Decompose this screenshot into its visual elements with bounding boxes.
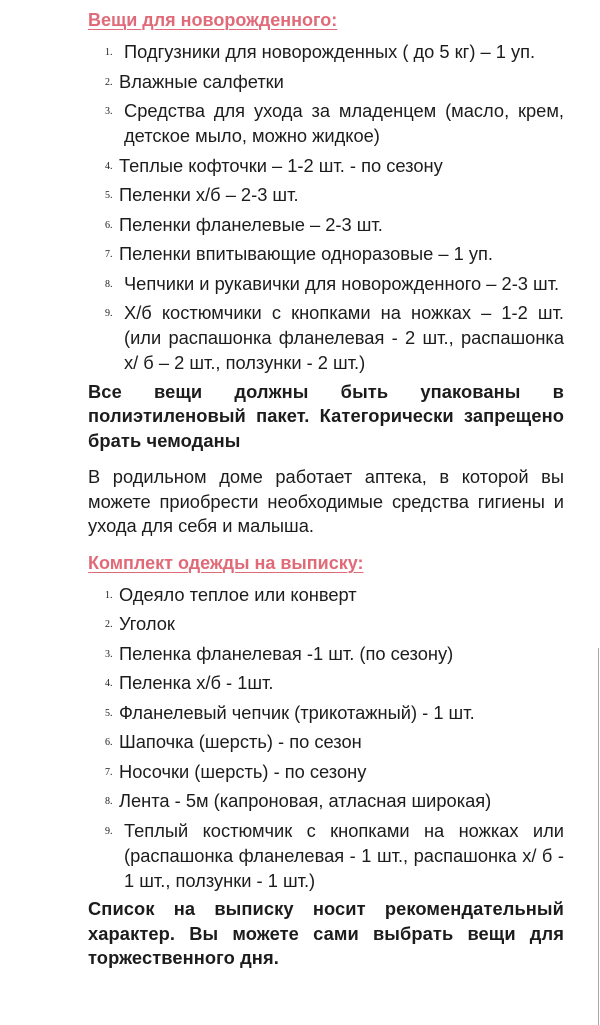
list-number: 2.	[105, 76, 113, 88]
pharmacy-note: В родильном доме работает аптека, в которой вы можете приобрести необходимые средства гигиены и ухода для себя и малыша.	[88, 466, 564, 536]
list-item-text: Пеленка х/б - 1шт.	[119, 672, 274, 693]
section-heading-discharge-outfit: Комплект одежды на выписку:	[88, 552, 364, 573]
recommendation-note: Список на выписку носит рекомендательный характер. Вы можете сами выбрать вещи для торжественного дня.	[88, 898, 564, 968]
list-item-text: Одеяло теплое или конверт	[119, 583, 357, 605]
list-number: 6.	[105, 219, 113, 231]
list-item	[88, 271, 564, 296]
list-item	[88, 582, 564, 607]
list-number: 4.	[105, 160, 113, 172]
list-item-text: Лента - 5м (капроновая, атласная широкая)	[119, 790, 492, 811]
list-item-text: Пеленки фланелевые – 2-3 шт.	[119, 213, 383, 235]
list-number: 3.	[105, 106, 113, 117]
list-number: 9.	[105, 825, 113, 837]
list-number: 1.	[105, 589, 113, 601]
list-item-text: Шапочка (шерсть) - по сезон	[119, 731, 362, 752]
list-number: 7.	[105, 766, 113, 778]
list-item-text: Теплый костюмчик с кнопками на ножках или (распашонка фланелевая - 1 шт., распашонка х/ б - 1 шт., ползунки - 1 шт.)	[124, 819, 564, 891]
document-page	[88, 6, 564, 971]
list-number: 1.	[105, 47, 113, 58]
list-item-text: Фланелевый чепчик (трикотажный) - 1 шт.	[119, 701, 475, 723]
list-item	[88, 39, 564, 64]
list-item-text: Пеленки впитывающие одноразовые – 1 уп.	[119, 243, 494, 264]
list-item	[88, 182, 564, 207]
list-number: 5.	[105, 707, 113, 719]
list-number: 6.	[105, 737, 113, 748]
list-item	[88, 69, 564, 94]
list-item-text: Влажные салфетки	[119, 70, 284, 92]
packing-warning-note: Все вещи должны быть упакованы в полиэтиленовый пакет. Категорически запрещено брать чемоданы	[88, 380, 564, 451]
list-item	[88, 700, 564, 725]
list-item	[88, 153, 564, 178]
list-item	[88, 788, 564, 813]
list-item-text: Пеленка фланелевая -1 шт. (по сезону)	[119, 642, 454, 664]
list-number: 8.	[105, 278, 113, 290]
list-item	[88, 98, 564, 148]
list-item-text: Подгузники для новорожденных ( до 5 кг) – 1 уп.	[124, 41, 536, 62]
list-item-text: Уголок	[119, 613, 175, 634]
list-number: 4.	[105, 678, 113, 689]
list-item-text: Носочки (шерсть) - по сезону	[119, 760, 367, 782]
newborn-items-list	[88, 39, 564, 375]
list-item	[88, 611, 564, 636]
list-item	[88, 759, 564, 784]
list-item-text: Средства для ухода за младенцем (масло, крем, детское мыло, можно жидкое)	[124, 100, 564, 146]
list-item-text: Чепчики и рукавички для новорожденного – 2-3 шт.	[124, 272, 560, 294]
discharge-outfit-list	[88, 582, 564, 893]
list-item-text: Х/б костюмчики с кнопками на ножках – 1-2 шт. (или распашонка фланелевая - 2 шт., распашонка х/ б – 2 шт., ползунки - 2 шт.)	[124, 302, 564, 373]
list-number: 5.	[105, 190, 113, 201]
list-item	[88, 212, 564, 237]
list-number: 9.	[105, 308, 113, 319]
list-item	[88, 300, 564, 375]
list-item	[88, 641, 564, 666]
list-item	[88, 670, 564, 695]
list-item	[88, 818, 564, 893]
list-item-text: Теплые кофточки – 1-2 шт. - по сезону	[119, 154, 443, 176]
list-number: 7.	[105, 249, 113, 260]
list-item-text: Пеленки х/б – 2-3 шт.	[119, 184, 299, 205]
list-number: 3.	[105, 648, 113, 660]
scrollbar-edge[interactable]	[598, 648, 599, 1025]
list-item	[88, 729, 564, 754]
list-item	[88, 241, 564, 266]
list-number: 8.	[105, 796, 113, 807]
section-heading-newborn-items: Вещи для новорожденного:	[88, 10, 338, 30]
list-number: 2.	[105, 619, 113, 630]
